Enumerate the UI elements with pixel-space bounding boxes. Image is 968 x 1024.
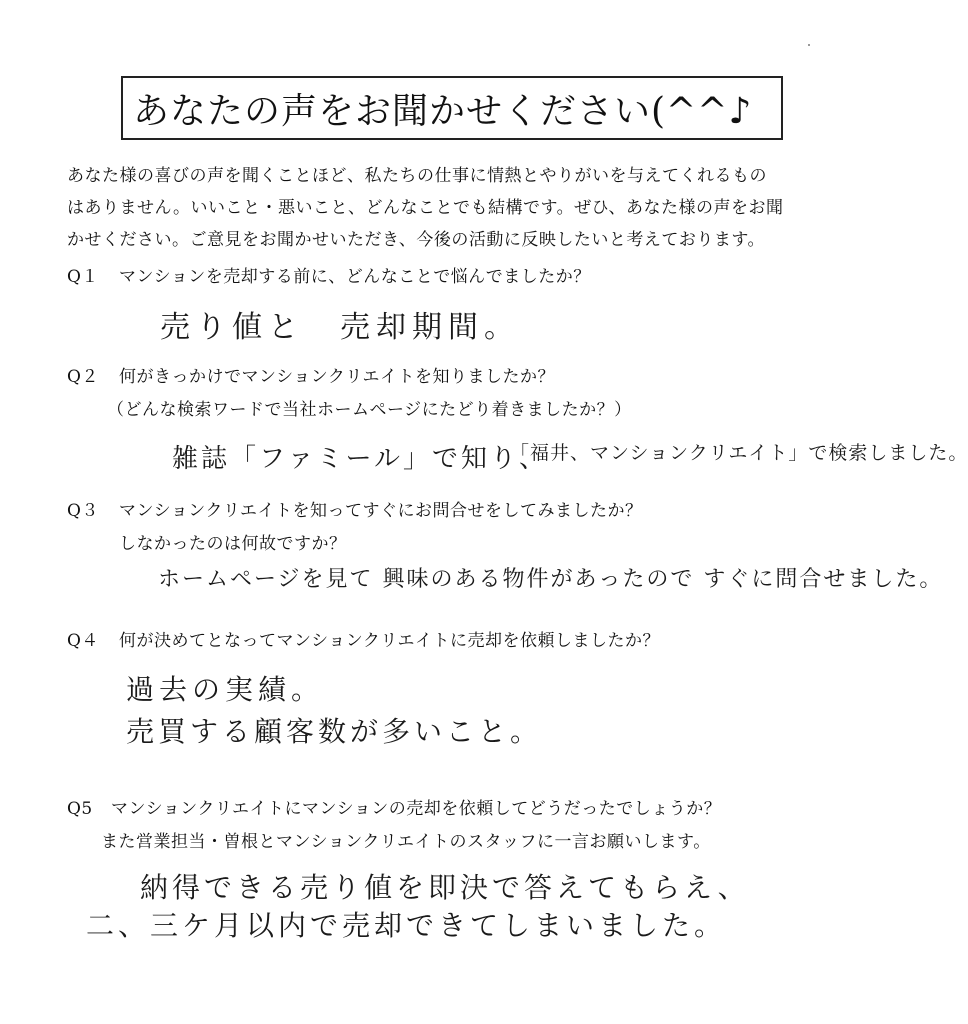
- question-text: 何が決めてとなってマンションクリエイトに売却を依頼しましたか？: [119, 631, 661, 651]
- question-3: [67, 496, 643, 554]
- intro-line: かせください。ご意見をお聞かせいただき、今後の活動に反映したいと考えております。: [67, 230, 765, 250]
- answer-5-line2: 二、三ケ月以内で売却できてしまいました。: [86, 909, 727, 942]
- question-4: [67, 626, 660, 651]
- question-number: Q１: [67, 267, 99, 287]
- question-5: [67, 794, 721, 852]
- question-1: [67, 262, 591, 287]
- answer-5-line1: 納得できる売り値を即決で答えてもらえ、: [140, 871, 750, 904]
- question-text: マンションクリエイトにマンションの売却を依頼してどうだったでしょうか？: [111, 799, 722, 819]
- question-subtext: しなかったのは何故ですか？: [119, 534, 347, 554]
- answer-1: 売り値と 売却期間。: [160, 310, 520, 345]
- question-subtext: （どんな検索ワードで当社ホームページにたどり着きましたか？）: [107, 400, 632, 420]
- intro-line: はありません。いいこと・悪いこと、どんなことでも結構です。ぜひ、あなた様の声をお聞: [67, 198, 784, 218]
- question-text: マンションを売却する前に、どんなことで悩んでましたか？: [119, 267, 591, 287]
- intro-line: あなた様の喜びの声を聞くことほど、私たちの仕事に情熱とやりがいを与えてくれるもの: [67, 166, 767, 186]
- question-2: [67, 362, 632, 420]
- question-number: Q２: [67, 367, 99, 387]
- page-title: [121, 76, 783, 140]
- question-subtext: また営業担当・曽根とマンションクリエイトのスタッフに一言お願いします。: [101, 832, 711, 852]
- answer-4-line2: 売買する顧客数が多いこと。: [126, 715, 543, 748]
- answer-2-part1: 雑誌「ファミール」で知り、: [172, 444, 548, 474]
- question-number: Q5: [67, 799, 93, 819]
- answer-3: ホームページを見て 興味のある物件があったので すぐに問合せました。: [158, 567, 944, 592]
- scan-speck: [808, 44, 810, 46]
- question-text: マンションクリエイトを知ってすぐにお問合せをしてみましたか？: [119, 501, 643, 521]
- page-title-text: あなたの声をお聞かせください(^^♪: [133, 90, 753, 132]
- intro-paragraph: [67, 160, 867, 256]
- question-number: Q３: [67, 501, 99, 521]
- answer-2-part2: 「福井、マンションクリエイト」で検索しました。: [510, 442, 968, 464]
- answer-4-line1: 過去の実績。: [126, 673, 325, 706]
- question-number: Q４: [67, 631, 99, 651]
- question-text: 何がきっかけでマンションクリエイトを知りましたか？: [119, 367, 556, 387]
